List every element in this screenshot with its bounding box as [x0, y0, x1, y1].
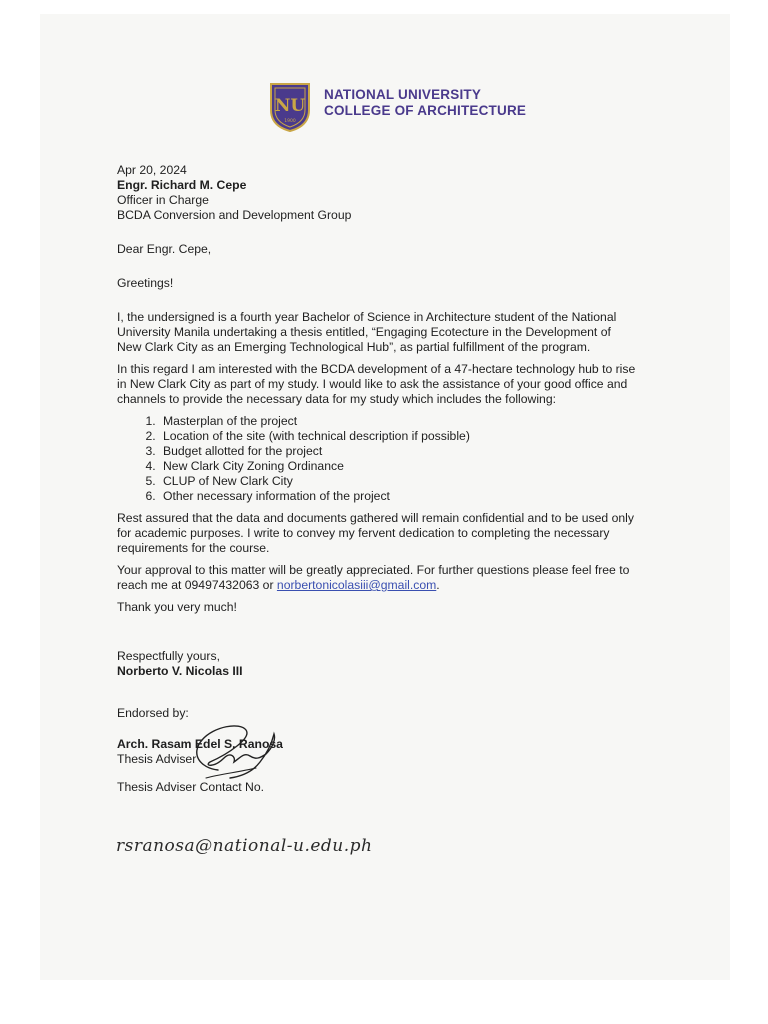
- email-link[interactable]: norbertonicolasiii@gmail.com: [276, 578, 437, 592]
- list-item: 5. CLUP of New Clark City: [159, 474, 657, 489]
- request-list: [117, 414, 657, 504]
- paragraph-intro: I, the undersigned is a fourth year Bachelor of Science in Architecture student of the National University Manila undertaking a thesis entitled, “Engaging Ecotecture in the Development of New Clark City as an Emerging Technological Hub”, as partial fulfillment of the program.: [117, 310, 617, 354]
- sender-name: Norberto V. Nicolas III: [117, 664, 243, 678]
- list-item: 3. Budget allotted for the project: [159, 444, 657, 459]
- recipient-name: Engr. Richard M. Cepe: [117, 178, 247, 192]
- handwritten-signature: [180, 718, 290, 784]
- adviser-name: Arch. Rasam Edel S. Ranosa: [117, 737, 283, 751]
- paragraph-confidentiality: Rest assured that the data and documents gathered will remain confidential and to be used only for academic purposes. I write to convey my fervent dedication to completing the necessary requirements for the course.: [117, 511, 634, 555]
- endorsed-label: Endorsed by:: [117, 706, 189, 720]
- university-name: NATIONAL UNIVERSITY: [324, 87, 482, 102]
- adviser-title: Thesis Adviser: [117, 752, 197, 766]
- closing: Respectfully yours,: [117, 649, 220, 663]
- crest-year: 1900: [284, 119, 296, 124]
- list-item: 2. Location of the site (with technical description if possible): [159, 429, 657, 444]
- letter-date: Apr 20, 2024: [117, 163, 187, 177]
- paragraph-request: In this regard I am interested with the BCDA development of a 47-hectare technology hub to rise in New Clark City as part of my study. I would like to ask the assistance of your good office and channels to provide the necessary data for my study which includes the following:: [117, 362, 636, 406]
- letter-body: [117, 163, 657, 795]
- list-item: 6. Other necessary information of the project: [159, 489, 657, 504]
- crest-monogram: NU: [274, 96, 306, 116]
- paragraph-contact: Your approval to this matter will be greatly appreciated. For further questions please feel free to reach me at 09497432063 or norbertonicolasiii@gmail.com.: [117, 563, 630, 592]
- greeting: Greetings!: [117, 276, 174, 290]
- list-item: 4. New Clark City Zoning Ordinance: [159, 459, 657, 474]
- list-item: 1. Masterplan of the project: [159, 414, 657, 429]
- recipient-title: Officer in Charge: [117, 193, 209, 207]
- university-crest-icon: [267, 80, 313, 132]
- adviser-contact-handwritten: rsranosa@national-u.edu.ph: [116, 836, 373, 856]
- recipient-organization: BCDA Conversion and Development Group: [117, 208, 352, 222]
- salutation: Dear Engr. Cepe,: [117, 242, 212, 256]
- thanks: Thank you very much!: [117, 600, 237, 614]
- adviser-contact-label: Thesis Adviser Contact No.: [117, 780, 264, 794]
- college-name: COLLEGE OF ARCHITECTURE: [324, 103, 527, 118]
